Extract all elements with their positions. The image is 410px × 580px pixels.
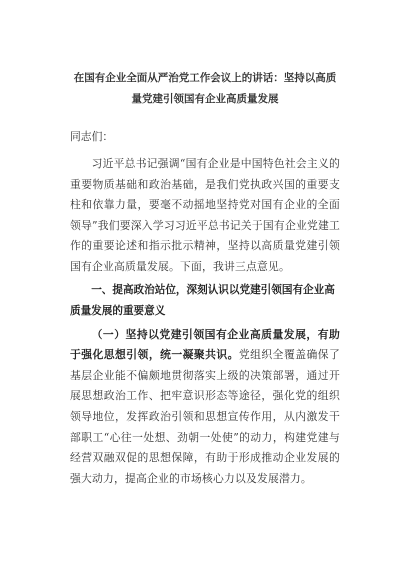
greeting: 同志们：	[70, 130, 114, 143]
subsection-1-heading: （一）坚持以党建引领国有企业高质量发展，有助于强化思想引领，统一凝聚共识。	[70, 327, 340, 362]
title-line-1: 在国有企业全面从严治党工作会议上的讲话：坚持以高质	[73, 72, 337, 84]
subsection-1-body: 党组织全覆盖确保了基层企业能不偏颇地贯彻落实上级的决策部署，通过开展思想政治工作、把牢意识形态等途径，强化党的组织领导地位，发挥政治引领和思想宣传作用，从内激发干部职工“心往一处想、劲朝一处使”的动力，构建党建与经营双融双促的思想保障，有助于形成推动企业发展的强大动力，提高企业的市场核心力以及发展潜力。	[70, 348, 340, 485]
intro-paragraph: 习近平总书记强调“国有企业是中国特色社会主义的重要物质基础和政治基础，是我们党执政兴国的重要支柱和依靠力量，要毫不动摇地坚持党对国有企业的全面领导”我们要深入学习习近平总书记关于国有企业党建工作的重要论述和指示批示精神，坚持以高质量党建引领国有企业高质量发展。下面，我讲三点意见。	[70, 157, 340, 273]
title-line-2: 量党建引领国有企业高质量发展	[131, 93, 279, 105]
section-1-heading: 一、提高政治站位，深刻认识以党建引领国有企业高质量发展的重要意义	[70, 283, 335, 317]
subsection-1-paragraph	[70, 325, 340, 490]
document-title	[70, 68, 340, 110]
